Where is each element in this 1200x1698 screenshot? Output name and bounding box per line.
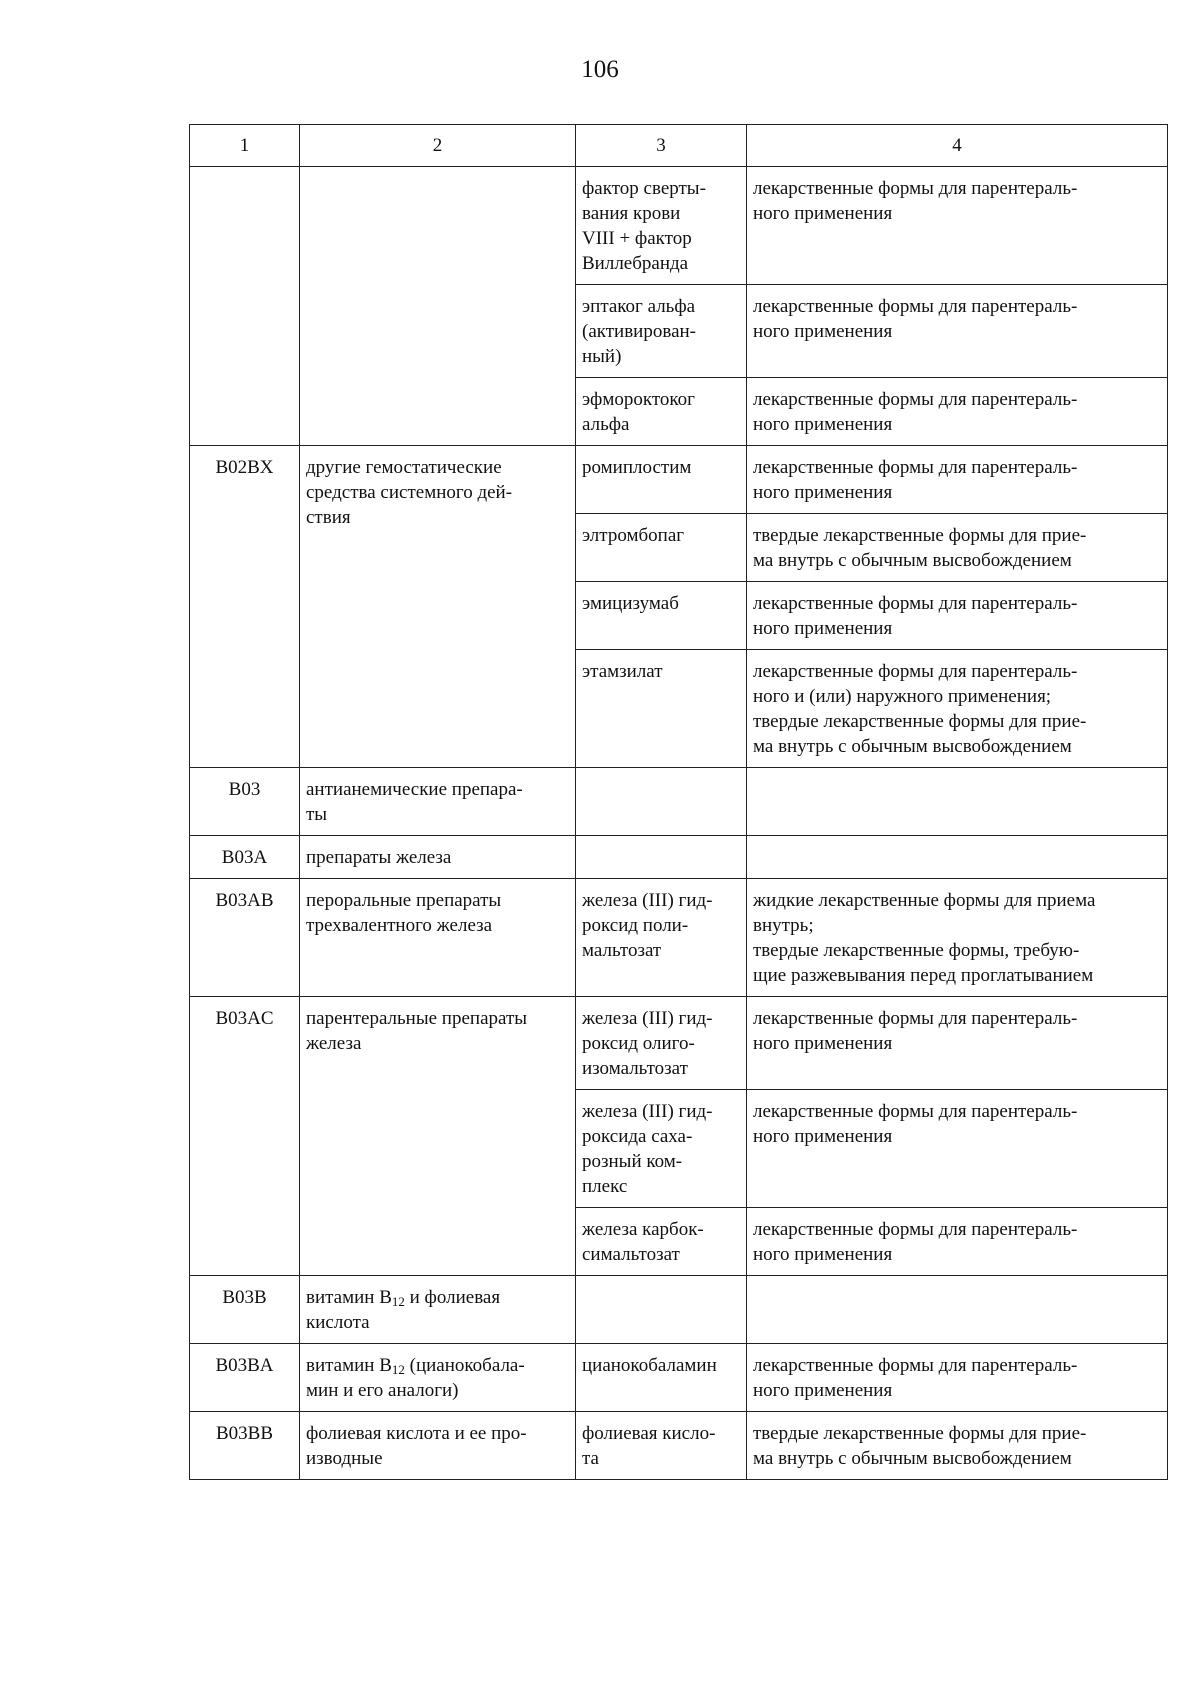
dosage-form-cell — [747, 836, 1168, 879]
column-header-4: 4 — [747, 125, 1168, 167]
substance-cell — [576, 582, 747, 650]
text-line: ного применения — [753, 618, 893, 639]
text-line: кислота — [306, 1312, 370, 1333]
text-line: твердые лекарственные формы для прие- — [753, 525, 1087, 546]
table-row — [190, 1276, 1168, 1344]
text-line: жидкие лекарственные формы для приема — [753, 890, 1096, 911]
substance-cell — [576, 1412, 747, 1480]
text-line: ного применения — [753, 482, 893, 503]
text-line: лекарственные формы для парентераль- — [753, 593, 1078, 614]
table-row — [190, 879, 1168, 997]
text-line: ного применения — [753, 1033, 893, 1054]
dosage-form-cell — [747, 378, 1168, 446]
text-line: лекарственные формы для парентераль- — [753, 661, 1078, 682]
code-cell: B03A — [190, 836, 300, 879]
substance-cell — [576, 1208, 747, 1276]
text-line: внутрь; — [753, 915, 814, 936]
text-line: ный) — [582, 346, 622, 367]
dosage-form-cell — [747, 285, 1168, 378]
group-name-cell — [300, 446, 576, 768]
text-line: ты — [306, 804, 328, 825]
text-line: ного применения — [753, 203, 893, 224]
dosage-form-cell — [747, 768, 1168, 836]
text-line: ного применения — [753, 1380, 893, 1401]
text-line: эфмороктоког — [582, 389, 695, 410]
code-cell: B03AB — [190, 879, 300, 997]
substance-cell — [576, 167, 747, 285]
text-line: ствия — [306, 507, 351, 528]
code-cell: B03BB — [190, 1412, 300, 1480]
text-line: ма внутрь с обычным высвобождением — [753, 1448, 1072, 1469]
text-line: эптаког альфа — [582, 296, 696, 317]
text-line: та — [582, 1448, 599, 1469]
text-line: лекарственные формы для парентераль- — [753, 1101, 1078, 1122]
text-line: лекарственные формы для парентераль- — [753, 457, 1078, 478]
dosage-form-cell — [747, 1412, 1168, 1480]
text-fragment: (цианокобала- — [404, 1355, 525, 1376]
text-line: фолиевая кислота и ее про- — [306, 1423, 527, 1444]
text-line: железа (III) гид- — [582, 890, 713, 911]
dosage-form-cell — [747, 582, 1168, 650]
text-line: плекс — [582, 1176, 628, 1197]
text-line: ного применения — [753, 1244, 893, 1265]
dosage-form-cell — [747, 1208, 1168, 1276]
column-header-1: 1 — [190, 125, 300, 167]
text-line — [306, 1353, 569, 1378]
text-line: фактор сверты- — [582, 178, 706, 199]
column-header-2: 2 — [300, 125, 576, 167]
text-line: роксида саха- — [582, 1126, 693, 1147]
header-row — [190, 125, 1168, 167]
text-line: другие гемостатические — [306, 457, 502, 478]
dosage-form-cell — [747, 1276, 1168, 1344]
code-cell: B02BX — [190, 446, 300, 768]
text-line: лекарственные формы для парентераль- — [753, 1355, 1078, 1376]
text-line: твердые лекарственные формы для прие- — [753, 1423, 1087, 1444]
text-line: ма внутрь с обычным высвобождением — [753, 736, 1072, 757]
text-line: трехвалентного железа — [306, 915, 493, 936]
text-line: VIII + фактор — [582, 228, 692, 249]
text-line: лекарственные формы для парентераль- — [753, 1008, 1078, 1029]
text-line: изводные — [306, 1448, 383, 1469]
table-row — [190, 997, 1168, 1090]
text-line: роксид олиго- — [582, 1033, 695, 1054]
dosage-form-cell — [747, 650, 1168, 768]
text-line — [306, 1285, 569, 1310]
text-line: щие разжевывания перед проглатыванием — [753, 965, 1094, 986]
text-line: изомальтозат — [582, 1058, 688, 1079]
text-line: мин и его аналоги) — [306, 1380, 459, 1401]
group-name-cell — [300, 997, 576, 1276]
table-row — [190, 836, 1168, 879]
column-header-3: 3 — [576, 125, 747, 167]
code-cell — [190, 167, 300, 446]
text-line: твердые лекарственные формы, требую- — [753, 940, 1080, 961]
text-line: парентеральные препараты — [306, 1008, 528, 1029]
text-line: ромиплостим — [582, 457, 692, 478]
substance-cell — [576, 514, 747, 582]
substance-cell — [576, 650, 747, 768]
text-line: лекарственные формы для парентераль- — [753, 389, 1078, 410]
group-name-cell — [300, 836, 576, 879]
substance-cell — [576, 285, 747, 378]
code-cell: B03BA — [190, 1344, 300, 1412]
group-name-cell — [300, 1344, 576, 1412]
substance-cell — [576, 836, 747, 879]
substance-cell — [576, 378, 747, 446]
text-line: пероральные препараты — [306, 890, 502, 911]
group-name-cell — [300, 768, 576, 836]
substance-cell — [576, 1276, 747, 1344]
subscript: 12 — [391, 1362, 405, 1377]
dosage-form-cell — [747, 167, 1168, 285]
text-line: антианемические препара- — [306, 779, 523, 800]
table-row — [190, 167, 1168, 285]
text-line: цианокобаламин — [582, 1355, 717, 1376]
dosage-form-cell — [747, 514, 1168, 582]
text-line: лекарственные формы для парентераль- — [753, 178, 1078, 199]
text-fragment: витамин B — [306, 1355, 392, 1376]
text-fragment: и фолиевая — [404, 1287, 501, 1308]
text-line: ного применения — [753, 414, 893, 435]
group-name-cell — [300, 1276, 576, 1344]
substance-cell — [576, 446, 747, 514]
substance-cell — [576, 997, 747, 1090]
text-line: средства системного дей- — [306, 482, 513, 503]
text-line: вания крови — [582, 203, 681, 224]
group-name-cell — [300, 167, 576, 446]
table-row — [190, 446, 1168, 514]
substance-cell — [576, 879, 747, 997]
dosage-form-cell — [747, 446, 1168, 514]
dosage-form-cell — [747, 1344, 1168, 1412]
table-row — [190, 768, 1168, 836]
substance-cell — [576, 1344, 747, 1412]
text-line: лекарственные формы для парентераль- — [753, 1219, 1078, 1240]
text-line: эмицизумаб — [582, 593, 679, 614]
group-name-cell — [300, 1412, 576, 1480]
text-line: железа (III) гид- — [582, 1101, 713, 1122]
text-line: препараты железа — [306, 847, 452, 868]
text-line: мальтозат — [582, 940, 662, 961]
subscript: 12 — [391, 1294, 405, 1309]
text-line: роксид поли- — [582, 915, 689, 936]
text-line: ного применения — [753, 321, 893, 342]
code-cell: B03AC — [190, 997, 300, 1276]
table-row — [190, 1344, 1168, 1412]
text-line: твердые лекарственные формы для прие- — [753, 711, 1087, 732]
text-line: альфа — [582, 414, 630, 435]
text-line: железа (III) гид- — [582, 1008, 713, 1029]
code-cell: B03 — [190, 768, 300, 836]
dosage-form-cell — [747, 997, 1168, 1090]
text-line: ма внутрь с обычным высвобождением — [753, 550, 1072, 571]
substance-cell — [576, 768, 747, 836]
substance-cell — [576, 1090, 747, 1208]
text-line: железа карбок- — [582, 1219, 704, 1240]
text-line: ного применения — [753, 1126, 893, 1147]
page-number: 106 — [581, 56, 619, 83]
group-name-cell — [300, 879, 576, 997]
dosage-form-cell — [747, 879, 1168, 997]
text-line: лекарственные формы для парентераль- — [753, 296, 1078, 317]
text-fragment: витамин B — [306, 1287, 392, 1308]
text-line: ного и (или) наружного применения; — [753, 686, 1052, 707]
drug-classification-table — [189, 124, 1168, 1480]
table-row — [190, 1412, 1168, 1480]
text-line: элтромбопаг — [582, 525, 685, 546]
code-cell: B03B — [190, 1276, 300, 1344]
dosage-form-cell — [747, 1090, 1168, 1208]
text-line: фолиевая кисло- — [582, 1423, 716, 1444]
text-line: симальтозат — [582, 1244, 680, 1265]
text-line: розный ком- — [582, 1151, 683, 1172]
text-line: (активирован- — [582, 321, 696, 342]
text-line: Виллебранда — [582, 253, 689, 274]
text-line: железа — [306, 1033, 362, 1054]
text-line: этамзилат — [582, 661, 663, 682]
